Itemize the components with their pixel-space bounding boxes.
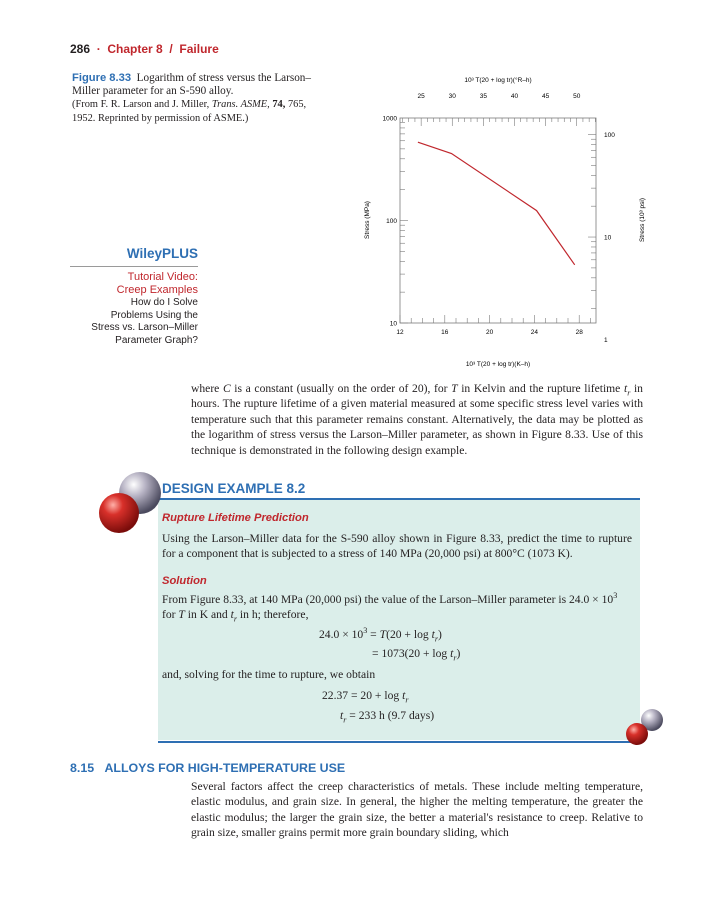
larson-miller-chart — [355, 68, 675, 373]
sidebar-divider — [70, 266, 198, 267]
top-tick-label: 35 — [479, 93, 487, 100]
right-tick-label: 10 — [604, 234, 612, 242]
equation-2: = $1073(20 + \log t_r)$ — [372, 647, 461, 663]
left-minor-ticks — [400, 123, 408, 323]
top-tick-label: 50 — [573, 93, 581, 100]
figure-caption-text: Logarithm of stress versus the Larson–Miller parameter for an S-590 alloy. — [72, 72, 311, 97]
bottom-tick-label: 16 — [441, 329, 449, 336]
left-tick-labels — [383, 116, 398, 328]
bottom-axis-label: 10³ T(20 + log tr)(K–h) — [465, 361, 531, 368]
top-tick-label: 40 — [510, 93, 519, 100]
left-tick-label: 1000 — [382, 115, 397, 123]
section-paragraph: Several factors affect the creep characteristics of metals. These include melting temperature, elastic modulus, and grain size. In general, the higher the melting temperature, the greater the elastic modulus; the larger the grain size, the better a material's resistance to creep. Relative to grain size, smaller grains permit more grain boundary sliding, which — [191, 780, 643, 840]
bottom-tick-label: 28 — [575, 329, 583, 336]
figure-label: Figure 8.33 — [72, 72, 132, 84]
equation-3: $22.37 = 20 + \log t_r$ — [322, 689, 409, 705]
solving-text: and, solving for the time to rupture, we obtain — [162, 668, 376, 681]
figure-source: (From F. R. Larson and J. Miller, Trans. ASME, 74, 765, 1952. Reprinted by permission of ASME.) — [72, 99, 307, 124]
left-tick-label: 100 — [386, 218, 397, 225]
solution-label: Solution — [162, 575, 207, 587]
series-line-s590 — [418, 142, 575, 265]
top-axis-label: 10³ T(20 + log tr)(°R–h) — [464, 77, 532, 84]
design-end-spheres-icon — [622, 708, 666, 748]
intro-paragraph: where C is a constant (usually on the order of 20), for T in Kelvin and the rupture lifetime $t_r$ in hours. The rupture lifetime of a given material measured at some specific stress level varies with temperature such that this parameter remains constant. Alternatively, the data may be plotted as the logarithm of stress versus the Larson–Miller parameter, as shown in Figure 8.33. Use of this technique is demonstrated in the following design example. — [191, 382, 643, 457]
page-number: 286 — [70, 42, 91, 56]
running-header — [70, 42, 219, 56]
problem-text: Using the Larson–Miller data for the S-590 alloy shown in Figure 8.33, predict the time to rupture for a component that is subjected to a stress of 140 MPa (20,000 psi) at 800°C (1073 K). — [162, 532, 632, 561]
chapter-label: Chapter 8 — [107, 42, 163, 56]
bottom-tick-label: 12 — [396, 329, 404, 336]
design-top-rule — [158, 498, 640, 500]
tutorial-video-link[interactable] — [70, 271, 198, 297]
bottom-ticks — [396, 315, 590, 336]
figure-caption — [72, 72, 327, 125]
wileyplus-title: WileyPLUS — [126, 246, 198, 261]
plot-frame — [400, 118, 596, 323]
tutorial-line-1: Tutorial Video: — [127, 271, 198, 284]
design-example-title: DESIGN EXAMPLE 8.2 — [162, 481, 306, 496]
header-slash: / — [169, 42, 173, 56]
right-axis-label: Stress (10³ psi) — [639, 197, 646, 243]
header-dot: · — [96, 42, 101, 56]
section-number: 8.15 — [70, 761, 95, 775]
top-tick-label: 30 — [448, 93, 456, 100]
equation-4: $t_r = 233$ h (9.7 days) — [340, 709, 435, 725]
right-tick-label: 1 — [604, 337, 608, 345]
left-axis-label: Stress (MPa) — [364, 201, 371, 239]
section-heading — [70, 761, 345, 775]
wileyplus-sidebar — [70, 246, 198, 347]
top-tick-label: 45 — [541, 93, 550, 100]
section-title: ALLOYS FOR HIGH-TEMPERATURE USE — [104, 761, 346, 775]
bottom-tick-label: 24 — [530, 329, 539, 336]
problem-title: Rupture Lifetime Prediction — [162, 512, 309, 524]
tutorial-line-2: Creep Examples — [116, 284, 198, 297]
top-tick-label: 25 — [417, 93, 425, 100]
top-ticks — [402, 93, 595, 126]
right-tick-label: 100 — [604, 132, 615, 140]
left-tick-label: 10 — [389, 320, 397, 328]
chapter-title: Failure — [179, 42, 219, 56]
bottom-tick-label: 20 — [485, 329, 494, 336]
tutorial-description: How do I Solve Problems Using the Stress vs. Larson–Miller Parameter Graph? — [91, 297, 198, 346]
solution-text: From Figure 8.33, at 140 MPa (20,000 psi) the value of the Larson–Miller parameter is $24.0 \times 10^3$ for T in K and $t_r$ in h; therefore, — [162, 591, 618, 624]
right-tick-labels — [604, 132, 615, 344]
design-example-spheres-icon — [98, 470, 168, 536]
design-bottom-rule — [158, 741, 640, 743]
right-minor-ticks — [588, 135, 596, 309]
equation-1: $24.0 \times 10^3 = T(20 + \log t_r)$ — [319, 626, 442, 644]
